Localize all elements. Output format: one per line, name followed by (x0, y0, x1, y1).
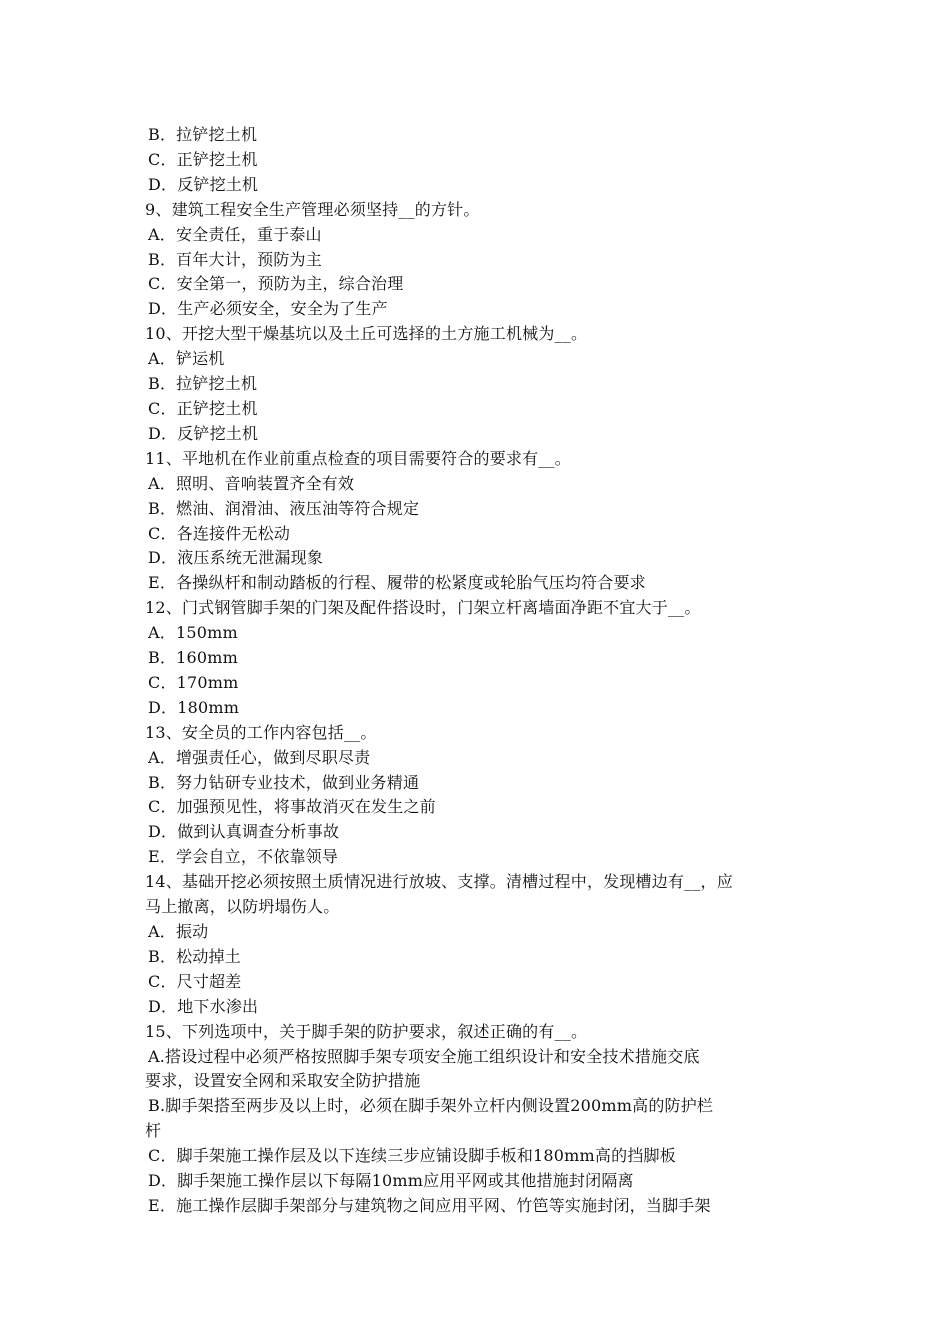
document-page (145, 123, 810, 1219)
answer-option: C．加强预见性，将事故消灭在发生之前 (148, 797, 436, 817)
answer-option: B．拉铲挖土机 (148, 374, 258, 394)
answer-option: C．170mm (148, 672, 239, 692)
answer-option: C．正铲挖土机 (148, 149, 258, 169)
question-text: 10、开挖大型干燥基坑以及土丘可选择的土方施工机械为__。 (145, 324, 588, 344)
question-text: 12、门式钢管脚手架的门架及配件搭设时，门架立杆离墙面净距不宜大于__。 (145, 598, 701, 618)
answer-option: D．地下水渗出 (148, 996, 259, 1016)
answer-option: A.搭设过程中必须严格按照脚手架专项安全施工组织设计和安全技术措施交底 (148, 1046, 700, 1066)
question-text: 15、下列选项中，关于脚手架的防护要求，叙述正确的有__。 (145, 1021, 588, 1041)
answer-option: B．松动掉土 (148, 946, 241, 966)
answer-option: A．照明、音响装置齐全有效 (148, 473, 355, 493)
answer-option: D．反铲挖土机 (148, 423, 259, 443)
answer-option: D．液压系统无泄漏现象 (148, 548, 324, 568)
answer-option: C．正铲挖土机 (148, 398, 258, 418)
question-text: 杆 (145, 1121, 162, 1141)
answer-option: D．180mm (148, 697, 240, 717)
answer-option: E．施工操作层脚手架部分与建筑物之间应用平网、竹笆等实施封闭，当脚手架 (148, 1195, 711, 1215)
question-text: 马上撤离，以防坍塌伤人。 (145, 897, 340, 917)
answer-option: B．燃油、润滑油、液压油等符合规定 (148, 498, 420, 518)
answer-option: D．脚手架施工操作层以下每隔10mm应用平网或其他措施封闭隔离 (148, 1171, 634, 1191)
answer-option: B．百年大计，预防为主 (148, 249, 322, 269)
question-text: 13、安全员的工作内容包括__。 (145, 722, 377, 742)
answer-option: A．150mm (148, 623, 238, 643)
answer-option: C．安全第一，预防为主，综合治理 (148, 274, 404, 294)
answer-option: C．脚手架施工操作层及以下连续三步应铺设脚手板和180mm高的挡脚板 (148, 1146, 676, 1166)
answer-option: B．拉铲挖土机 (148, 125, 258, 144)
answer-option: B.脚手架搭至两步及以上时，必须在脚手架外立杆内侧设置200mm高的防护栏 (148, 1096, 714, 1116)
answer-option: D．反铲挖土机 (148, 174, 259, 194)
answer-option: E．学会自立，不依靠领导 (148, 847, 339, 867)
answer-option: A．安全责任，重于泰山 (148, 224, 322, 244)
answer-option: C．尺寸超差 (148, 971, 242, 991)
answer-option: A．铲运机 (148, 349, 225, 369)
answer-option: D．做到认真调查分析事故 (148, 822, 340, 842)
answer-option: B．努力钻研专业技术，做到业务精通 (148, 772, 420, 792)
question-text: 11、平地机在作业前重点检查的项目需要符合的要求有__。 (145, 448, 571, 468)
answer-option: A．振动 (148, 922, 209, 941)
answer-option: B．160mm (148, 648, 239, 668)
answer-option: D．生产必须安全，安全为了生产 (148, 299, 388, 319)
answer-option: E．各操纵杆和制动踏板的行程、履带的松紧度或轮胎气压均符合要求 (148, 573, 646, 593)
question-text: 14、基础开挖必须按照土质情况进行放坡、支撑。清槽过程中，发现槽边有__，应 (145, 872, 733, 892)
question-text: 9、建筑工程安全生产管理必须坚持__的方针。 (145, 199, 480, 219)
question-text: 要求，设置安全网和采取安全防护措施 (145, 1071, 421, 1091)
answer-option: C．各连接件无松动 (148, 523, 291, 543)
answer-option: A．增强责任心，做到尽职尽责 (148, 747, 371, 767)
